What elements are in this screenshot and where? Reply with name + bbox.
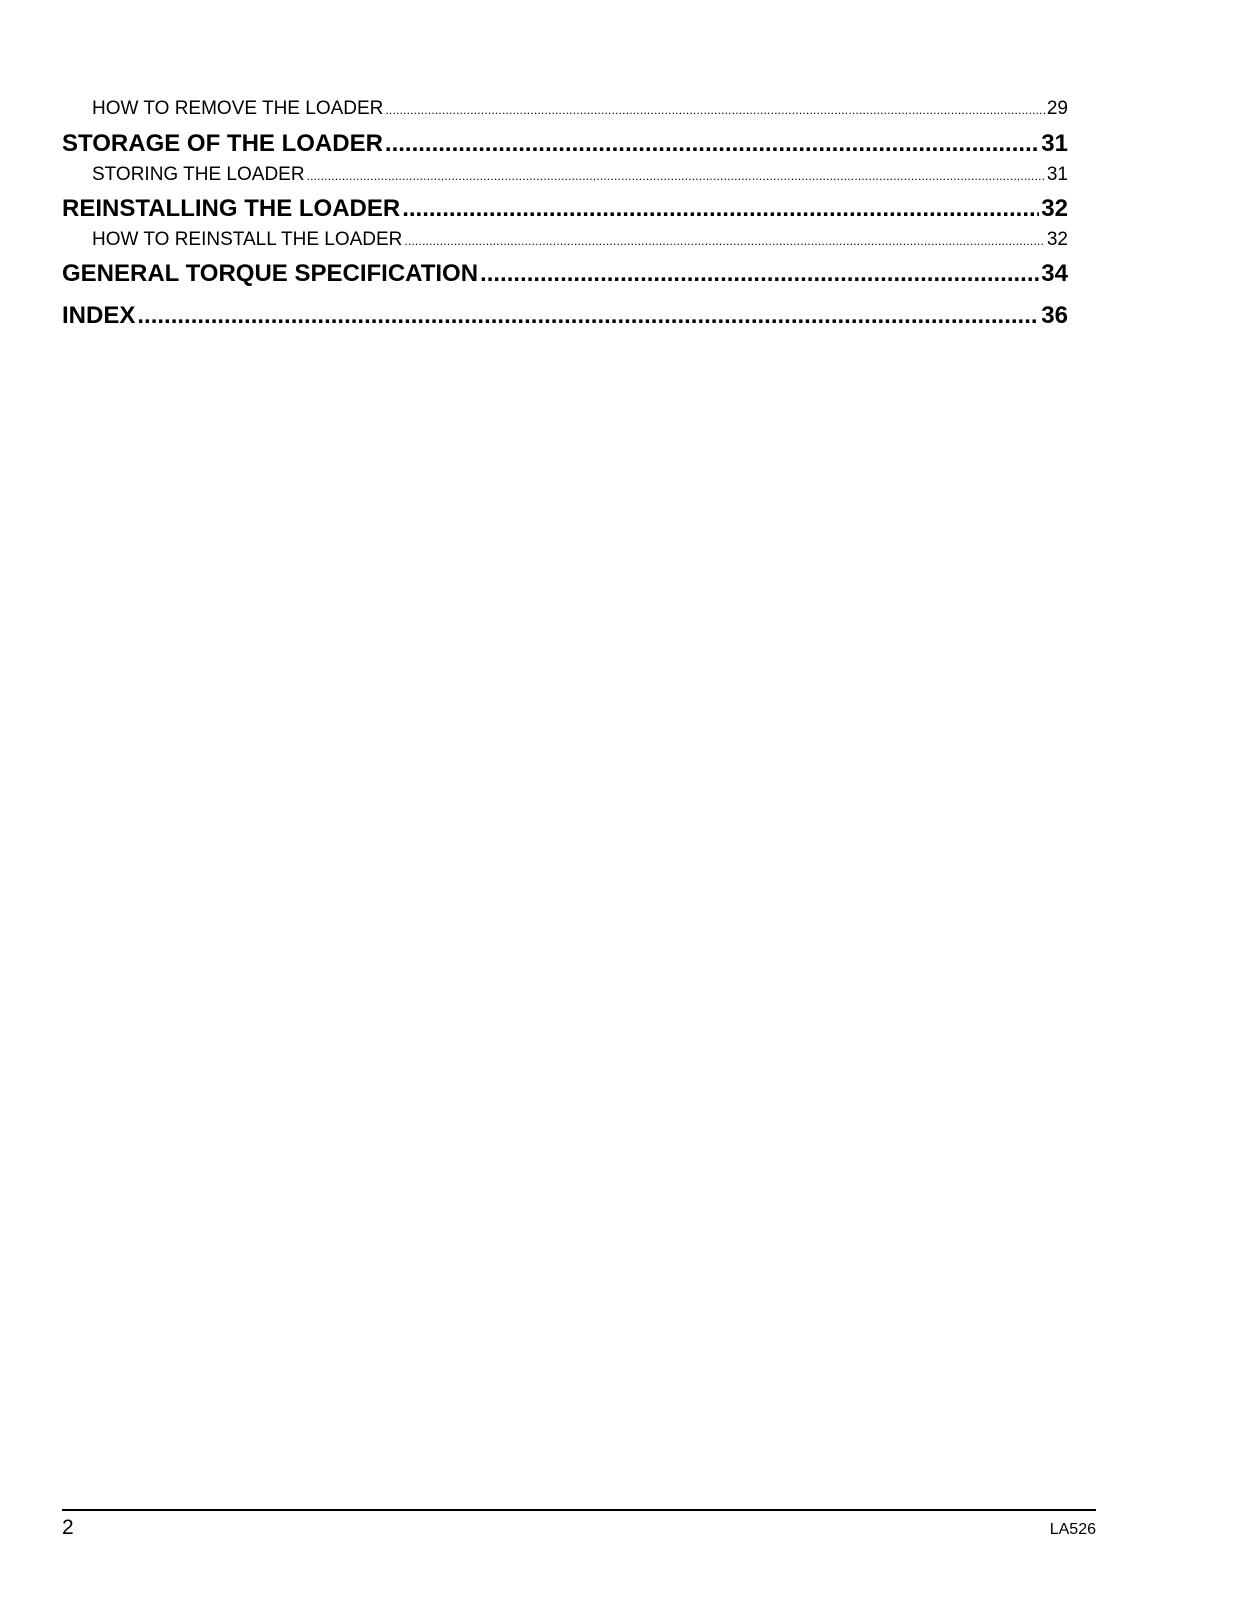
toc-dot-leader [402,195,1039,223]
toc-entry-title: INDEX [62,302,136,329]
toc-entry-index[interactable] [62,302,1068,336]
toc-entry-title: REINSTALLING THE LOADER [62,195,401,222]
toc-dot-leader [137,302,1039,330]
toc-entry-how-to-remove-the-loader[interactable] [92,98,1068,124]
toc-dot-leader [385,130,1039,158]
footer-divider [62,1509,1096,1511]
toc-dot-leader [307,169,1045,183]
toc-entry-reinstalling-the-loader[interactable] [62,195,1068,229]
toc-dot-leader [480,260,1039,288]
footer-document-code: LA526 [1049,1521,1096,1538]
toc-entry-general-torque-specification[interactable] [62,260,1068,294]
toc-entry-title: HOW TO REINSTALL THE LOADER [92,229,403,250]
toc-entry-page: 31 [1041,130,1068,157]
toc-dot-leader [404,234,1044,248]
toc-entry-page: 34 [1041,260,1068,287]
toc-entry-page: 31 [1046,164,1068,185]
footer-page-number: 2 [62,1516,74,1539]
toc-entry-title: STORING THE LOADER [92,164,305,185]
toc-entry-storage-of-the-loader[interactable] [62,130,1068,164]
toc-entry-title: STORAGE OF THE LOADER [62,130,383,157]
toc-entry-page: 32 [1041,195,1068,222]
toc-entry-title: GENERAL TORQUE SPECIFICATION [62,260,479,287]
toc-entry-page: 29 [1046,98,1068,119]
toc-entry-page: 36 [1041,302,1068,329]
toc-entry-page: 32 [1046,229,1068,250]
toc-entry-title: HOW TO REMOVE THE LOADER [92,98,384,119]
toc-dot-leader [385,103,1044,117]
toc-entry-storing-the-loader[interactable] [92,164,1068,190]
toc-entry-how-to-reinstall-the-loader[interactable] [92,229,1068,255]
